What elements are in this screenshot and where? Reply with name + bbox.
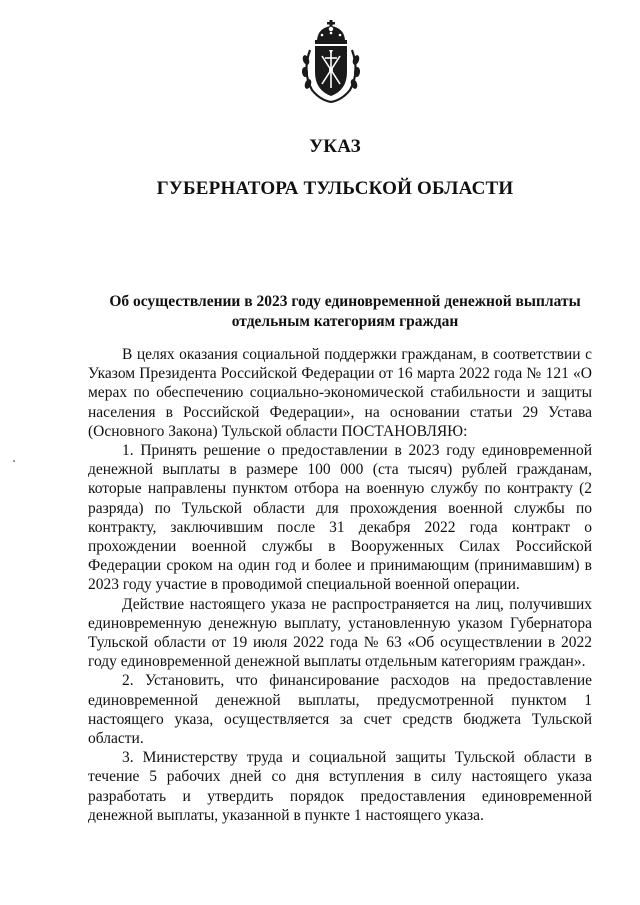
decree-body (88, 345, 592, 825)
preamble-paragraph: В целях оказания социальной поддержки гражданам, в соответствии с Указом Президента Российской Федерации от 16 марта 2022 года № 121 «О мерах по обеспечению социально-экономической стабильности и защиты населения в Российской Федерации», на основании статьи 29 Устава (Основного Закона) Тульской области ПОСТАНОВЛЯЮ: (88, 346, 592, 440)
decree-issuer: ГУБЕРНАТОРА ТУЛЬСКОЙ ОБЛАСТИ (156, 178, 514, 199)
tula-region-coat-of-arms-icon (298, 20, 364, 104)
item-2-paragraph: 2. Установить, что финансирование расходов на предоставление единовременной денежной выплаты, предусмотренной пунктом 1 настоящего указа, осуществляется за счет средств бюджета Тульской области. (88, 672, 592, 748)
subject-line-2: отдельным категориям граждан (231, 313, 459, 330)
scan-speck (13, 460, 15, 462)
decree-subject (80, 292, 610, 332)
item-1-paragraph: 1. Принять решение о предоставлении в 2023 году единовременной денежной выплаты в размере 100 000 (ста тысяч) рублей гражданам, которые направлены пунктом отбора на военную службу по контракту (2 разряда) по Тульской области для прохождения военной службы по контракту, заключившим после 31 декабря 2022 года контракт о прохождении военной службы в Вооруженных Силах Российской Федерации сроком на один год и более и принимающим (принимавшим) в 2023 году участие в проводимой специальной военной операции. (88, 442, 592, 594)
item-1-note-paragraph: Действие настоящего указа не распространяется на лиц, получивших единовременную денежную выплату, установленную указом Губернатора Тульской области от 19 июля 2022 года № 63 «Об осуществлении в 2022 году единовременной денежной выплаты отдельным категориям граждан». (88, 595, 592, 671)
subject-line-1: Об осуществлении в 2023 году единовременной денежной выплаты (109, 293, 581, 310)
decree-title: УКАЗ (309, 136, 361, 157)
item-3-paragraph: 3. Министерству труда и социальной защиты Тульской области в течение 5 рабочих дней со дня вступления в силу настоящего указа разработать и утвердить порядок предоставления единовременной денежной выплаты, указанной в пункте 1 настоящего указа. (88, 749, 592, 824)
